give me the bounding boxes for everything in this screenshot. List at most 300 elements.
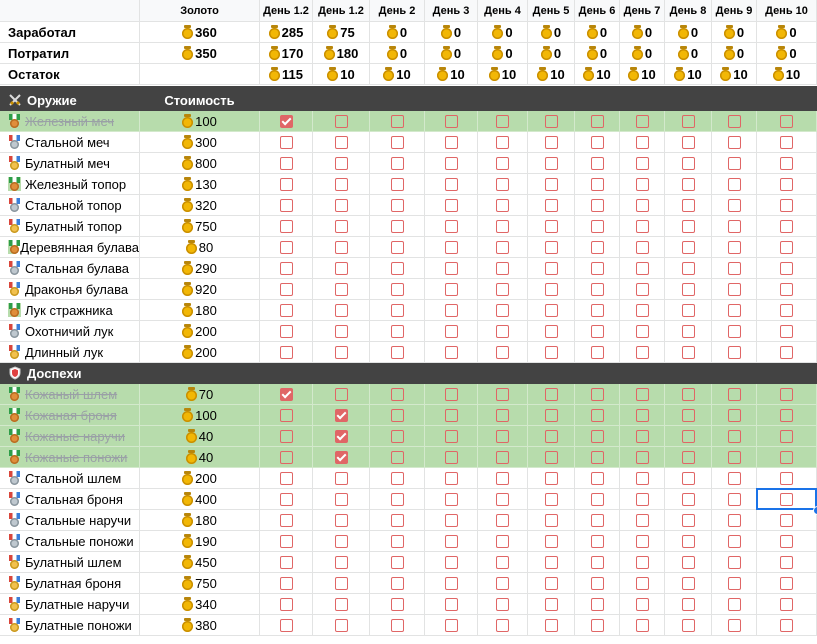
day-checkbox[interactable] xyxy=(280,115,293,128)
day-checkbox[interactable] xyxy=(682,493,695,506)
item-name[interactable] xyxy=(0,237,140,258)
day-checkbox[interactable] xyxy=(682,220,695,233)
item-name[interactable] xyxy=(0,258,140,279)
day-checkbox-cell[interactable] xyxy=(370,384,425,405)
day-checkbox[interactable] xyxy=(780,346,793,359)
item-cost[interactable] xyxy=(140,510,260,531)
day-checkbox-cell[interactable] xyxy=(313,216,370,237)
day-checkbox[interactable] xyxy=(445,220,458,233)
day-checkbox[interactable] xyxy=(728,535,741,548)
day-checkbox-cell[interactable] xyxy=(528,279,575,300)
item-cost[interactable] xyxy=(140,531,260,552)
day-checkbox[interactable] xyxy=(445,388,458,401)
day-checkbox-cell[interactable] xyxy=(528,426,575,447)
day-checkbox[interactable] xyxy=(335,178,348,191)
day-checkbox-cell[interactable] xyxy=(665,279,712,300)
day-checkbox[interactable] xyxy=(545,346,558,359)
day-checkbox[interactable] xyxy=(682,115,695,128)
day-checkbox[interactable] xyxy=(445,283,458,296)
day-checkbox-cell[interactable] xyxy=(425,258,478,279)
item-name[interactable] xyxy=(0,174,140,195)
day-checkbox[interactable] xyxy=(545,157,558,170)
day-checkbox[interactable] xyxy=(636,346,649,359)
day-checkbox-cell[interactable] xyxy=(620,237,665,258)
day-checkbox[interactable] xyxy=(682,283,695,296)
day-checkbox[interactable] xyxy=(445,577,458,590)
day-checkbox-cell[interactable] xyxy=(478,111,528,132)
day-checkbox-cell[interactable] xyxy=(528,132,575,153)
day-checkbox[interactable] xyxy=(496,535,509,548)
day-checkbox-cell[interactable] xyxy=(425,279,478,300)
day-checkbox[interactable] xyxy=(445,556,458,569)
day-checkbox-cell[interactable] xyxy=(620,489,665,510)
item-name[interactable] xyxy=(0,384,140,405)
day-checkbox[interactable] xyxy=(636,556,649,569)
day-checkbox-cell[interactable] xyxy=(575,531,620,552)
day-checkbox[interactable] xyxy=(780,178,793,191)
day-checkbox[interactable] xyxy=(445,430,458,443)
day-checkbox-cell[interactable] xyxy=(260,342,313,363)
day-checkbox-cell[interactable] xyxy=(665,153,712,174)
summary-day-value[interactable] xyxy=(620,43,665,64)
day-checkbox[interactable] xyxy=(391,220,404,233)
day-checkbox[interactable] xyxy=(335,115,348,128)
day-checkbox[interactable] xyxy=(636,451,649,464)
day-checkbox[interactable] xyxy=(682,304,695,317)
day-checkbox-cell[interactable] xyxy=(313,111,370,132)
day-checkbox[interactable] xyxy=(445,157,458,170)
day-checkbox[interactable] xyxy=(391,430,404,443)
day-checkbox-cell[interactable] xyxy=(620,195,665,216)
day-checkbox-cell[interactable] xyxy=(665,300,712,321)
day-checkbox[interactable] xyxy=(636,199,649,212)
day-checkbox-cell[interactable] xyxy=(425,132,478,153)
day-checkbox[interactable] xyxy=(682,409,695,422)
item-name[interactable] xyxy=(0,573,140,594)
day-checkbox-cell[interactable] xyxy=(370,174,425,195)
day-checkbox[interactable] xyxy=(335,283,348,296)
summary-day-value[interactable] xyxy=(665,43,712,64)
day-checkbox-cell[interactable] xyxy=(620,447,665,468)
day-checkbox[interactable] xyxy=(780,535,793,548)
day-checkbox-cell[interactable] xyxy=(478,594,528,615)
day-checkbox[interactable] xyxy=(445,598,458,611)
day-checkbox-cell[interactable] xyxy=(575,342,620,363)
day-checkbox-cell[interactable] xyxy=(528,468,575,489)
day-checkbox-cell[interactable] xyxy=(425,195,478,216)
day-checkbox-cell[interactable] xyxy=(313,447,370,468)
day-checkbox-cell[interactable] xyxy=(757,237,817,258)
day-checkbox[interactable] xyxy=(445,451,458,464)
day-checkbox-cell[interactable] xyxy=(665,468,712,489)
item-cost[interactable] xyxy=(140,153,260,174)
day-checkbox[interactable] xyxy=(636,157,649,170)
day-checkbox-cell[interactable] xyxy=(528,195,575,216)
item-cost[interactable] xyxy=(140,111,260,132)
day-checkbox[interactable] xyxy=(496,199,509,212)
day-checkbox-cell[interactable] xyxy=(313,174,370,195)
day-checkbox[interactable] xyxy=(591,451,604,464)
day-checkbox-cell[interactable] xyxy=(620,531,665,552)
day-checkbox[interactable] xyxy=(636,388,649,401)
day-checkbox-cell[interactable] xyxy=(425,342,478,363)
day-checkbox[interactable] xyxy=(728,241,741,254)
item-name[interactable] xyxy=(0,615,140,636)
day-checkbox[interactable] xyxy=(682,598,695,611)
day-checkbox[interactable] xyxy=(728,388,741,401)
day-checkbox-cell[interactable] xyxy=(425,531,478,552)
day-checkbox[interactable] xyxy=(335,325,348,338)
day-checkbox-cell[interactable] xyxy=(712,258,757,279)
item-cost[interactable] xyxy=(140,468,260,489)
day-checkbox[interactable] xyxy=(728,430,741,443)
day-checkbox-cell[interactable] xyxy=(620,426,665,447)
day-checkbox[interactable] xyxy=(780,556,793,569)
day-checkbox-cell[interactable] xyxy=(313,531,370,552)
day-checkbox-cell[interactable] xyxy=(478,342,528,363)
day-checkbox[interactable] xyxy=(335,472,348,485)
item-name[interactable] xyxy=(0,195,140,216)
day-checkbox[interactable] xyxy=(545,283,558,296)
day-checkbox[interactable] xyxy=(636,430,649,443)
day-checkbox-cell[interactable] xyxy=(665,216,712,237)
day-checkbox-cell[interactable] xyxy=(260,111,313,132)
day-checkbox[interactable] xyxy=(335,556,348,569)
summary-label[interactable] xyxy=(0,22,140,43)
day-checkbox-cell[interactable] xyxy=(712,594,757,615)
day-checkbox[interactable] xyxy=(391,619,404,632)
day-checkbox[interactable] xyxy=(391,283,404,296)
day-checkbox-cell[interactable] xyxy=(665,426,712,447)
day-checkbox-cell[interactable] xyxy=(757,132,817,153)
day-checkbox-cell[interactable] xyxy=(260,489,313,510)
day-checkbox-cell[interactable] xyxy=(712,489,757,510)
day-checkbox-cell[interactable] xyxy=(712,132,757,153)
day-checkbox-cell[interactable] xyxy=(757,279,817,300)
day-checkbox[interactable] xyxy=(391,556,404,569)
day-checkbox-cell[interactable] xyxy=(712,552,757,573)
day-checkbox-cell[interactable] xyxy=(425,615,478,636)
day-checkbox-cell[interactable] xyxy=(757,321,817,342)
day-checkbox-cell[interactable] xyxy=(712,174,757,195)
day-checkbox[interactable] xyxy=(545,409,558,422)
day-checkbox[interactable] xyxy=(682,157,695,170)
day-checkbox[interactable] xyxy=(591,409,604,422)
day-checkbox[interactable] xyxy=(636,577,649,590)
summary-day-value[interactable] xyxy=(313,43,370,64)
day-checkbox-cell[interactable] xyxy=(313,342,370,363)
day-checkbox[interactable] xyxy=(445,472,458,485)
summary-day-value[interactable] xyxy=(575,64,620,85)
day-checkbox[interactable] xyxy=(682,514,695,527)
day-checkbox[interactable] xyxy=(545,304,558,317)
item-name[interactable] xyxy=(0,552,140,573)
summary-day-value[interactable] xyxy=(528,64,575,85)
day-checkbox[interactable] xyxy=(682,346,695,359)
day-checkbox-cell[interactable] xyxy=(665,132,712,153)
day-checkbox[interactable] xyxy=(591,598,604,611)
day-checkbox-cell[interactable] xyxy=(313,510,370,531)
day-checkbox[interactable] xyxy=(682,451,695,464)
day-checkbox[interactable] xyxy=(780,157,793,170)
day-checkbox-cell[interactable] xyxy=(665,489,712,510)
day-checkbox-cell[interactable] xyxy=(665,615,712,636)
day-checkbox-cell[interactable] xyxy=(313,594,370,615)
day-checkbox-cell[interactable] xyxy=(478,552,528,573)
day-checkbox-cell[interactable] xyxy=(712,573,757,594)
day-checkbox[interactable] xyxy=(496,451,509,464)
day-checkbox-cell[interactable] xyxy=(313,258,370,279)
day-checkbox[interactable] xyxy=(496,304,509,317)
item-cost[interactable] xyxy=(140,258,260,279)
summary-day-value[interactable] xyxy=(425,64,478,85)
day-checkbox-cell[interactable] xyxy=(575,489,620,510)
day-checkbox[interactable] xyxy=(591,556,604,569)
day-checkbox[interactable] xyxy=(445,115,458,128)
day-checkbox[interactable] xyxy=(636,472,649,485)
day-checkbox[interactable] xyxy=(545,619,558,632)
summary-day-value[interactable] xyxy=(712,43,757,64)
day-checkbox[interactable] xyxy=(591,346,604,359)
day-checkbox[interactable] xyxy=(391,535,404,548)
day-checkbox-cell[interactable] xyxy=(665,237,712,258)
day-checkbox[interactable] xyxy=(636,304,649,317)
day-checkbox[interactable] xyxy=(391,157,404,170)
day-checkbox[interactable] xyxy=(780,325,793,338)
day-checkbox-cell[interactable] xyxy=(665,195,712,216)
day-checkbox-cell[interactable] xyxy=(313,195,370,216)
day-checkbox-cell[interactable] xyxy=(313,279,370,300)
day-checkbox[interactable] xyxy=(391,115,404,128)
day-checkbox[interactable] xyxy=(636,325,649,338)
day-checkbox[interactable] xyxy=(728,283,741,296)
day-checkbox-cell[interactable] xyxy=(425,510,478,531)
day-checkbox[interactable] xyxy=(545,199,558,212)
day-checkbox-cell[interactable] xyxy=(528,153,575,174)
day-checkbox[interactable] xyxy=(335,619,348,632)
day-checkbox[interactable] xyxy=(445,493,458,506)
day-checkbox-cell[interactable] xyxy=(260,195,313,216)
day-checkbox-cell[interactable] xyxy=(757,594,817,615)
day-checkbox[interactable] xyxy=(780,241,793,254)
day-checkbox-cell[interactable] xyxy=(528,300,575,321)
day-checkbox-cell[interactable] xyxy=(712,195,757,216)
day-checkbox[interactable] xyxy=(496,241,509,254)
day-checkbox-cell[interactable] xyxy=(620,552,665,573)
summary-day-value[interactable] xyxy=(313,64,370,85)
day-checkbox[interactable] xyxy=(636,493,649,506)
day-checkbox[interactable] xyxy=(280,535,293,548)
day-checkbox[interactable] xyxy=(591,325,604,338)
day-checkbox-cell[interactable] xyxy=(425,300,478,321)
day-checkbox-cell[interactable] xyxy=(370,489,425,510)
day-checkbox-cell[interactable] xyxy=(620,321,665,342)
day-checkbox-cell[interactable] xyxy=(425,237,478,258)
day-checkbox[interactable] xyxy=(280,598,293,611)
item-name[interactable] xyxy=(0,594,140,615)
day-checkbox[interactable] xyxy=(335,157,348,170)
day-checkbox-cell[interactable] xyxy=(757,615,817,636)
day-checkbox-cell[interactable] xyxy=(260,258,313,279)
day-checkbox[interactable] xyxy=(391,493,404,506)
day-checkbox-cell[interactable] xyxy=(620,384,665,405)
day-checkbox-cell[interactable] xyxy=(313,384,370,405)
day-checkbox[interactable] xyxy=(391,178,404,191)
day-checkbox-cell[interactable] xyxy=(260,615,313,636)
item-cost[interactable] xyxy=(140,321,260,342)
day-checkbox[interactable] xyxy=(728,598,741,611)
day-checkbox-cell[interactable] xyxy=(575,405,620,426)
day-checkbox[interactable] xyxy=(780,577,793,590)
day-checkbox[interactable] xyxy=(728,220,741,233)
item-name[interactable] xyxy=(0,342,140,363)
item-cost[interactable] xyxy=(140,552,260,573)
day-checkbox-cell[interactable] xyxy=(757,216,817,237)
day-checkbox[interactable] xyxy=(780,409,793,422)
day-checkbox-cell[interactable] xyxy=(370,153,425,174)
day-checkbox[interactable] xyxy=(545,388,558,401)
day-checkbox[interactable] xyxy=(728,577,741,590)
day-checkbox-cell[interactable] xyxy=(575,321,620,342)
day-checkbox[interactable] xyxy=(496,493,509,506)
day-checkbox[interactable] xyxy=(682,556,695,569)
day-checkbox-cell[interactable] xyxy=(575,258,620,279)
day-checkbox[interactable] xyxy=(391,451,404,464)
day-checkbox[interactable] xyxy=(391,262,404,275)
summary-day-value[interactable] xyxy=(575,43,620,64)
item-name[interactable] xyxy=(0,531,140,552)
day-checkbox-cell[interactable] xyxy=(425,489,478,510)
day-checkbox-cell[interactable] xyxy=(528,237,575,258)
day-checkbox[interactable] xyxy=(682,619,695,632)
day-checkbox-cell[interactable] xyxy=(260,552,313,573)
day-checkbox-cell[interactable] xyxy=(575,132,620,153)
day-checkbox[interactable] xyxy=(280,493,293,506)
summary-day-value[interactable] xyxy=(260,64,313,85)
summary-day-value[interactable] xyxy=(478,64,528,85)
day-checkbox[interactable] xyxy=(780,472,793,485)
day-checkbox-cell[interactable] xyxy=(370,447,425,468)
day-checkbox-cell[interactable] xyxy=(260,405,313,426)
day-checkbox[interactable] xyxy=(280,472,293,485)
day-checkbox[interactable] xyxy=(280,283,293,296)
day-checkbox-cell[interactable] xyxy=(478,321,528,342)
day-checkbox-cell[interactable] xyxy=(425,216,478,237)
day-checkbox-cell[interactable] xyxy=(665,510,712,531)
day-checkbox-cell[interactable] xyxy=(478,405,528,426)
day-checkbox-cell[interactable] xyxy=(478,510,528,531)
day-checkbox-cell[interactable] xyxy=(575,174,620,195)
item-cost[interactable] xyxy=(140,447,260,468)
day-checkbox-cell[interactable] xyxy=(313,321,370,342)
day-checkbox[interactable] xyxy=(496,388,509,401)
day-checkbox-cell[interactable] xyxy=(712,384,757,405)
item-name[interactable] xyxy=(0,300,140,321)
day-checkbox-cell[interactable] xyxy=(575,237,620,258)
day-checkbox-cell[interactable] xyxy=(665,594,712,615)
day-checkbox[interactable] xyxy=(445,514,458,527)
day-checkbox[interactable] xyxy=(636,262,649,275)
day-checkbox-cell[interactable] xyxy=(313,468,370,489)
summary-day-value[interactable] xyxy=(620,64,665,85)
day-checkbox[interactable] xyxy=(496,430,509,443)
day-checkbox[interactable] xyxy=(728,304,741,317)
day-checkbox[interactable] xyxy=(280,178,293,191)
item-cost[interactable] xyxy=(140,342,260,363)
day-checkbox[interactable] xyxy=(780,430,793,443)
day-checkbox[interactable] xyxy=(496,598,509,611)
day-checkbox-cell[interactable] xyxy=(528,321,575,342)
day-checkbox-cell[interactable] xyxy=(425,405,478,426)
summary-day-value[interactable] xyxy=(425,43,478,64)
item-cost[interactable] xyxy=(140,216,260,237)
day-checkbox[interactable] xyxy=(591,136,604,149)
day-checkbox-cell[interactable] xyxy=(757,447,817,468)
item-name[interactable] xyxy=(0,447,140,468)
day-checkbox-cell[interactable] xyxy=(528,552,575,573)
day-checkbox[interactable] xyxy=(591,220,604,233)
day-checkbox-cell[interactable] xyxy=(528,573,575,594)
day-checkbox-cell[interactable] xyxy=(620,216,665,237)
day-checkbox-cell[interactable] xyxy=(712,321,757,342)
day-checkbox[interactable] xyxy=(545,451,558,464)
item-cost[interactable] xyxy=(140,426,260,447)
day-checkbox-cell[interactable] xyxy=(528,111,575,132)
day-checkbox[interactable] xyxy=(391,409,404,422)
item-cost[interactable] xyxy=(140,174,260,195)
day-checkbox-cell[interactable] xyxy=(260,594,313,615)
day-checkbox-cell[interactable] xyxy=(370,342,425,363)
day-checkbox[interactable] xyxy=(728,157,741,170)
day-checkbox-cell[interactable] xyxy=(575,195,620,216)
item-cost[interactable] xyxy=(140,384,260,405)
day-checkbox-cell[interactable] xyxy=(478,153,528,174)
day-checkbox-cell[interactable] xyxy=(620,342,665,363)
day-checkbox-cell[interactable] xyxy=(757,258,817,279)
day-checkbox[interactable] xyxy=(728,325,741,338)
day-checkbox[interactable] xyxy=(335,577,348,590)
day-checkbox-cell[interactable] xyxy=(478,531,528,552)
summary-day-value[interactable] xyxy=(260,22,313,43)
day-checkbox[interactable] xyxy=(780,388,793,401)
day-checkbox-cell[interactable] xyxy=(620,510,665,531)
day-checkbox-cell[interactable] xyxy=(528,510,575,531)
day-checkbox-cell[interactable] xyxy=(260,384,313,405)
day-checkbox-cell[interactable] xyxy=(575,573,620,594)
day-checkbox[interactable] xyxy=(591,199,604,212)
day-checkbox-cell[interactable] xyxy=(757,510,817,531)
day-checkbox[interactable] xyxy=(545,430,558,443)
day-checkbox[interactable] xyxy=(280,451,293,464)
day-checkbox-cell[interactable] xyxy=(313,237,370,258)
summary-day-value[interactable] xyxy=(620,22,665,43)
day-checkbox-cell[interactable] xyxy=(478,384,528,405)
day-checkbox[interactable] xyxy=(445,304,458,317)
day-checkbox-cell[interactable] xyxy=(370,426,425,447)
day-checkbox-cell[interactable] xyxy=(425,468,478,489)
day-checkbox[interactable] xyxy=(391,199,404,212)
day-checkbox-cell[interactable] xyxy=(712,447,757,468)
day-checkbox-cell[interactable] xyxy=(260,321,313,342)
day-checkbox[interactable] xyxy=(545,115,558,128)
day-checkbox-cell[interactable] xyxy=(575,111,620,132)
day-checkbox-cell[interactable] xyxy=(260,510,313,531)
day-checkbox-cell[interactable] xyxy=(478,258,528,279)
summary-label[interactable] xyxy=(0,43,140,64)
day-checkbox-cell[interactable] xyxy=(757,426,817,447)
day-checkbox[interactable] xyxy=(391,472,404,485)
day-checkbox-cell[interactable] xyxy=(528,384,575,405)
